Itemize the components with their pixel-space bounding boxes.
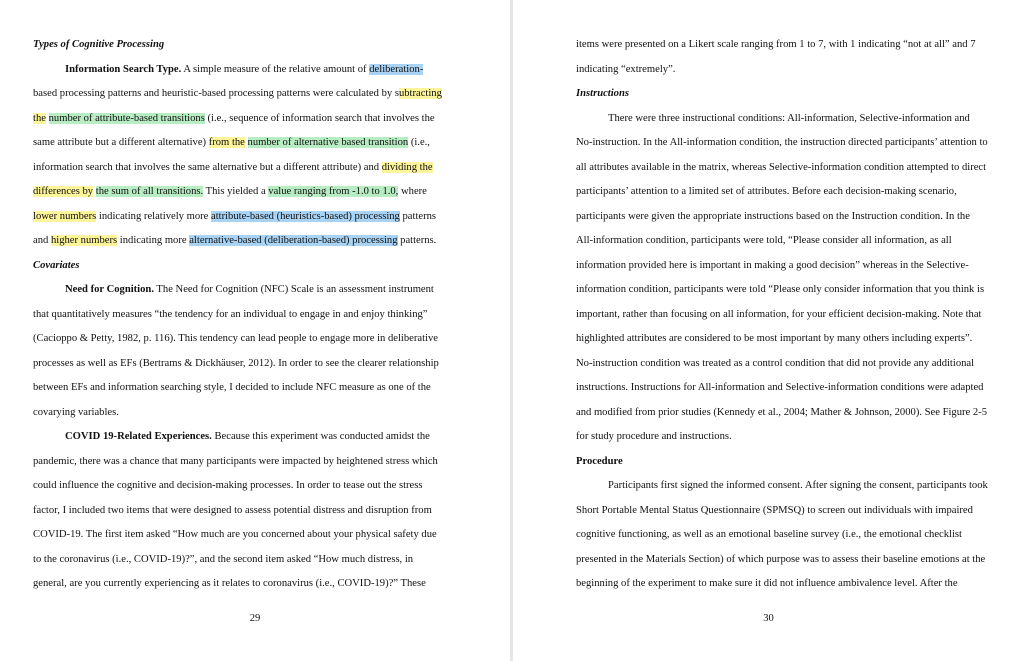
- text-run: indicating more: [117, 235, 190, 246]
- paragraph-line: participants were given the appropriate instructions based on the Instruction condition. In the: [576, 210, 970, 222]
- paragraph-line: No-instruction condition was treated as a control condition that did not provide any additional: [576, 357, 975, 369]
- paragraph-line: information condition, participants were told “Please only consider information that you think is: [576, 284, 985, 295]
- paragraph-line: cognitive functioning, as well as an emotional baseline survey (i.e., the emotional checklist: [576, 529, 962, 540]
- paragraph-line: [33, 229, 478, 254]
- paragraph-line: between EFs and information searching style, I decided to include NFC measure as one of the: [33, 382, 431, 393]
- run-heading-covid-experiences: COVID 19-Related Experiences.: [65, 431, 212, 442]
- text-run: (i.e., sequence of information search that involves the: [204, 112, 435, 124]
- text-run: (i.e.,: [408, 137, 430, 148]
- heading-covariates: Covariates: [33, 259, 80, 271]
- highlight-yellow: differences by: [33, 186, 94, 197]
- paragraph-line: Short Portable Mental Status Questionnaire (SPMSQ) to screen out individuals with impaired: [576, 504, 973, 516]
- paragraph-line: [33, 278, 478, 303]
- paragraph-line: There were three instructional conditions: All-information, Selective-information and: [608, 112, 970, 124]
- highlight-blue: alternative-based (deliberation-based) processing: [189, 235, 398, 246]
- paragraph-line: All-information condition, participants were told, “Please consider all information, as all: [576, 235, 952, 246]
- paragraph-line: instructions. Instructions for All-information and Selective-information conditions were adapted: [576, 382, 984, 393]
- paragraph-line: information provided here is important in making a good decision” whereas in the Selective-: [576, 259, 969, 271]
- text-run: same attribute but a different alternative): [33, 137, 209, 148]
- paragraph-line: Participants first signed the informed consent. After signing the consent, participants took: [608, 480, 988, 491]
- highlight-yellow: dividing the: [381, 161, 433, 173]
- paragraph-line: could influence the cognitive and decision-making processes. In order to tease out the stress: [33, 480, 423, 491]
- highlight-green: the sum of all transitions.: [95, 186, 204, 197]
- left-page: [0, 0, 510, 661]
- page-number: 29: [249, 613, 261, 624]
- paragraph-line: (Cacioppo & Petty, 1982, p. 116). This tendency can lead people to engage more in deliberative: [33, 333, 438, 344]
- highlight-yellow: ubtracting: [398, 88, 442, 99]
- paragraph-line: [33, 180, 478, 205]
- highlight-yellow: higher numbers: [50, 235, 118, 246]
- paragraph-line: general, are you currently experiencing as it relates to coronavirus (i.e., COVID-19)?” These: [33, 578, 426, 589]
- paragraph-line: to the coronavirus (i.e., COVID-19)?”, and the second item asked “How much distress, in: [33, 553, 414, 565]
- paragraph-line: indicating “extremely”.: [576, 63, 676, 75]
- highlight-blue: attribute-based (heuristics-based) processing: [211, 210, 400, 222]
- paragraph-line: beginning of the experiment to make sure it did not influence ambivalence level. After the: [576, 578, 958, 589]
- paragraph-line: [33, 156, 478, 181]
- text-run: This yielded a: [203, 186, 269, 197]
- paragraph-line: pandemic, there was a chance that many participants were impacted by heightened stress which: [33, 455, 438, 467]
- run-heading-information-search-type: Information Search Type.: [65, 63, 182, 75]
- paragraph-line: items were presented on a Likert scale ranging from 1 to 7, with 1 indicating “not at all” and 7: [576, 39, 976, 50]
- highlight-blue: deliberation-: [369, 63, 424, 75]
- page-number: 30: [763, 613, 774, 624]
- paragraph-line: highlighted attributes are considered to be most important by many others including experts”.: [576, 333, 973, 344]
- text-run: The Need for Cognition (NFC) Scale is an assessment instrument: [153, 284, 434, 295]
- text-run: and: [33, 235, 51, 246]
- right-page: [513, 0, 1024, 661]
- paragraph-line: [33, 107, 478, 132]
- highlight-yellow: lower numbers: [33, 210, 97, 222]
- paragraph-line: presented in the Materials Section) of which purpose was to assess their baseline emotions at the: [576, 553, 986, 565]
- highlight-yellow: the: [33, 112, 46, 124]
- run-heading-need-for-cognition: Need for Cognition.: [65, 284, 154, 295]
- text-run: indicating relatively more: [96, 210, 211, 222]
- paragraph-line: important, rather than focusing on all information, for your efficient decision-making. Note that: [576, 308, 982, 320]
- paragraph-line: [33, 425, 478, 450]
- text-run: A simple measure of the relative amount of: [181, 63, 370, 75]
- paragraph-line: all attributes available in the matrix, whereas Selective-information condition attempted to direct: [576, 161, 987, 173]
- heading-procedure: Procedure: [576, 455, 623, 467]
- paragraph-line: and modified from prior studies (Kennedy et al., 2004; Mather & Johnson, 2000). See Figure 2-5: [576, 406, 988, 418]
- paragraph-line: [33, 58, 478, 83]
- paragraph-line: factor, I included two items that were designed to assess potential distress and disruption from: [33, 504, 432, 516]
- paragraph-line: participants’ attention to a limited set of attributes. Before each decision-making scenario,: [576, 186, 957, 197]
- text-run: patterns.: [397, 235, 437, 246]
- text-run: information search that involves the same alternative but a different attribute) and: [33, 161, 382, 173]
- highlight-green: value ranging from -1.0 to 1.0,: [268, 186, 399, 197]
- paragraph-line: COVID-19. The first item asked “How much are you concerned about your physical safety due: [33, 529, 437, 540]
- highlight-green: number of alternative based transition: [247, 137, 409, 148]
- text-run: based processing patterns and heuristic-based processing patterns were calculated by s: [33, 88, 399, 99]
- paragraph-line: [33, 205, 478, 230]
- paragraph-line: that quantitatively measures “the tendency for an individual to engage in and enjoy thinking”: [33, 308, 428, 320]
- paragraph-line: [33, 82, 478, 107]
- text-run: where: [398, 186, 427, 197]
- highlight-yellow: from the: [208, 137, 245, 148]
- heading-types-of-cognitive-processing: Types of Cognitive Processing: [33, 39, 165, 50]
- text-run: patterns: [399, 210, 437, 222]
- right-text-column: [576, 33, 999, 597]
- paragraph-line: No-instruction. In the All-information condition, the instruction directed participants’ attention to: [576, 137, 988, 148]
- paragraph-line: for study procedure and instructions.: [576, 431, 732, 442]
- left-text-column: [33, 33, 478, 597]
- paragraph-line: [33, 131, 478, 156]
- paragraph-line: processes as well as EFs (Bertrams & Dickhäuser, 2012). In order to see the clearer relationship: [33, 357, 439, 369]
- paragraph-line: covarying variables.: [33, 406, 119, 418]
- highlight-green: number of attribute-based transitions: [48, 112, 205, 124]
- text-run: Because this experiment was conducted amidst the: [211, 431, 430, 442]
- heading-instructions: Instructions: [576, 88, 629, 99]
